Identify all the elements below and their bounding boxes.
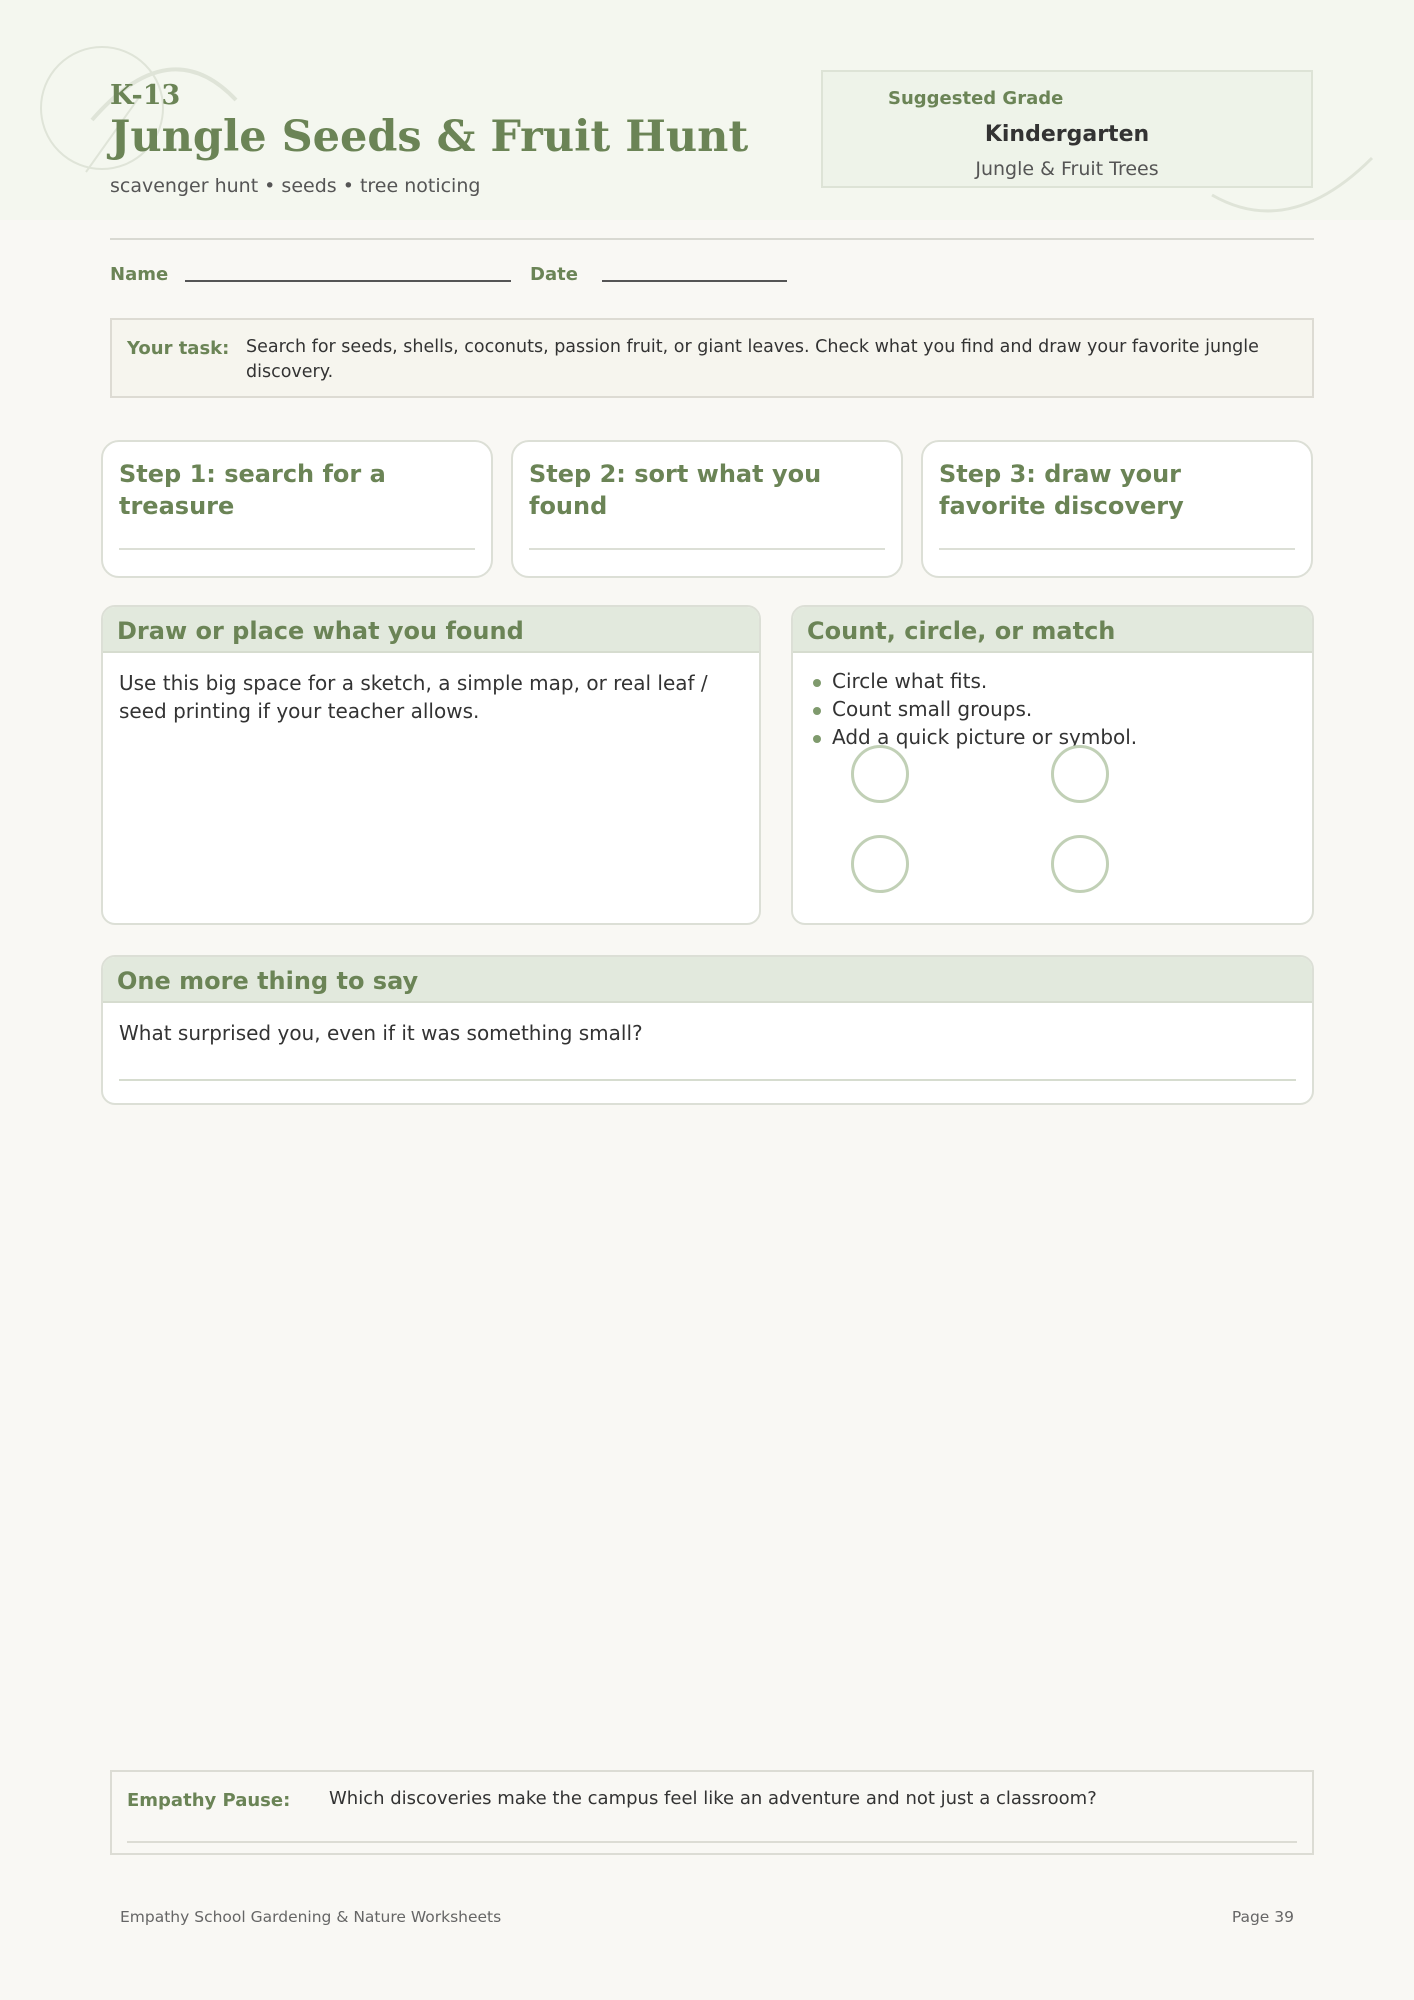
task-label: Your task: bbox=[127, 338, 230, 359]
panel-title: Draw or place what you found bbox=[117, 617, 524, 645]
panel-header bbox=[103, 607, 759, 653]
say-panel bbox=[101, 955, 1314, 1105]
circle-target[interactable] bbox=[851, 745, 909, 803]
panel-title: One more thing to say bbox=[117, 967, 419, 995]
count-instructions bbox=[813, 669, 1137, 749]
suggested-grade-box bbox=[821, 70, 1313, 188]
step-answer-line[interactable] bbox=[119, 548, 475, 550]
empathy-label: Empathy Pause: bbox=[127, 1790, 291, 1811]
date-label: Date bbox=[530, 264, 578, 285]
list-item: Add a quick picture or symbol. bbox=[813, 725, 1137, 749]
page-subtitle: scavenger hunt • seeds • tree noticing bbox=[110, 175, 481, 197]
panel-title: Count, circle, or match bbox=[807, 617, 1116, 645]
step-title: Step 2: sort what you found bbox=[529, 460, 822, 520]
step-card-3 bbox=[921, 440, 1313, 578]
task-text: Search for seeds, shells, coconuts, passion fruit, or giant leaves. Check what you find and draw your favorite jungle discovery. bbox=[246, 337, 1259, 382]
date-field[interactable] bbox=[602, 280, 787, 282]
page-title: Jungle Seeds & Fruit Hunt bbox=[110, 112, 749, 162]
step-card-1 bbox=[101, 440, 493, 578]
empathy-pause-box bbox=[110, 1770, 1314, 1855]
draw-panel[interactable] bbox=[101, 605, 761, 925]
worksheet-code: K-13 bbox=[110, 80, 181, 111]
grade-value: Kindergarten bbox=[984, 122, 1150, 147]
panel-header bbox=[793, 607, 1312, 653]
step-answer-line[interactable] bbox=[939, 548, 1295, 550]
page-number: Page 39 bbox=[1231, 1908, 1294, 1926]
footer-series: Empathy School Gardening & Nature Worksheets bbox=[120, 1908, 502, 1926]
list-item: Count small groups. bbox=[813, 697, 1137, 721]
draw-instructions: Use this big space for a sketch, a simple map, or real leaf / seed printing if your teacher allows. bbox=[119, 671, 708, 723]
step-title: Step 1: search for a treasure bbox=[119, 460, 386, 520]
grade-label: Suggested Grade bbox=[888, 88, 1064, 109]
task-box bbox=[110, 318, 1314, 398]
circle-target[interactable] bbox=[1051, 745, 1109, 803]
header-divider bbox=[110, 238, 1314, 240]
empathy-answer-line[interactable] bbox=[127, 1841, 1297, 1843]
say-prompt: What surprised you, even if it was something small? bbox=[119, 1021, 643, 1045]
step-title: Step 3: draw your favorite discovery bbox=[939, 460, 1184, 520]
name-label: Name bbox=[110, 264, 169, 285]
name-field[interactable] bbox=[185, 280, 511, 282]
step-card-2 bbox=[511, 440, 903, 578]
circle-target[interactable] bbox=[1051, 835, 1109, 893]
panel-header bbox=[103, 957, 1312, 1003]
say-answer-line[interactable] bbox=[119, 1079, 1296, 1081]
count-panel bbox=[791, 605, 1314, 925]
grade-topic: Jungle & Fruit Trees bbox=[975, 158, 1159, 180]
empathy-text: Which discoveries make the campus feel like an adventure and not just a classroom? bbox=[329, 1788, 1097, 1809]
step-answer-line[interactable] bbox=[529, 548, 885, 550]
list-item: Circle what fits. bbox=[813, 669, 1137, 693]
circle-target[interactable] bbox=[851, 835, 909, 893]
